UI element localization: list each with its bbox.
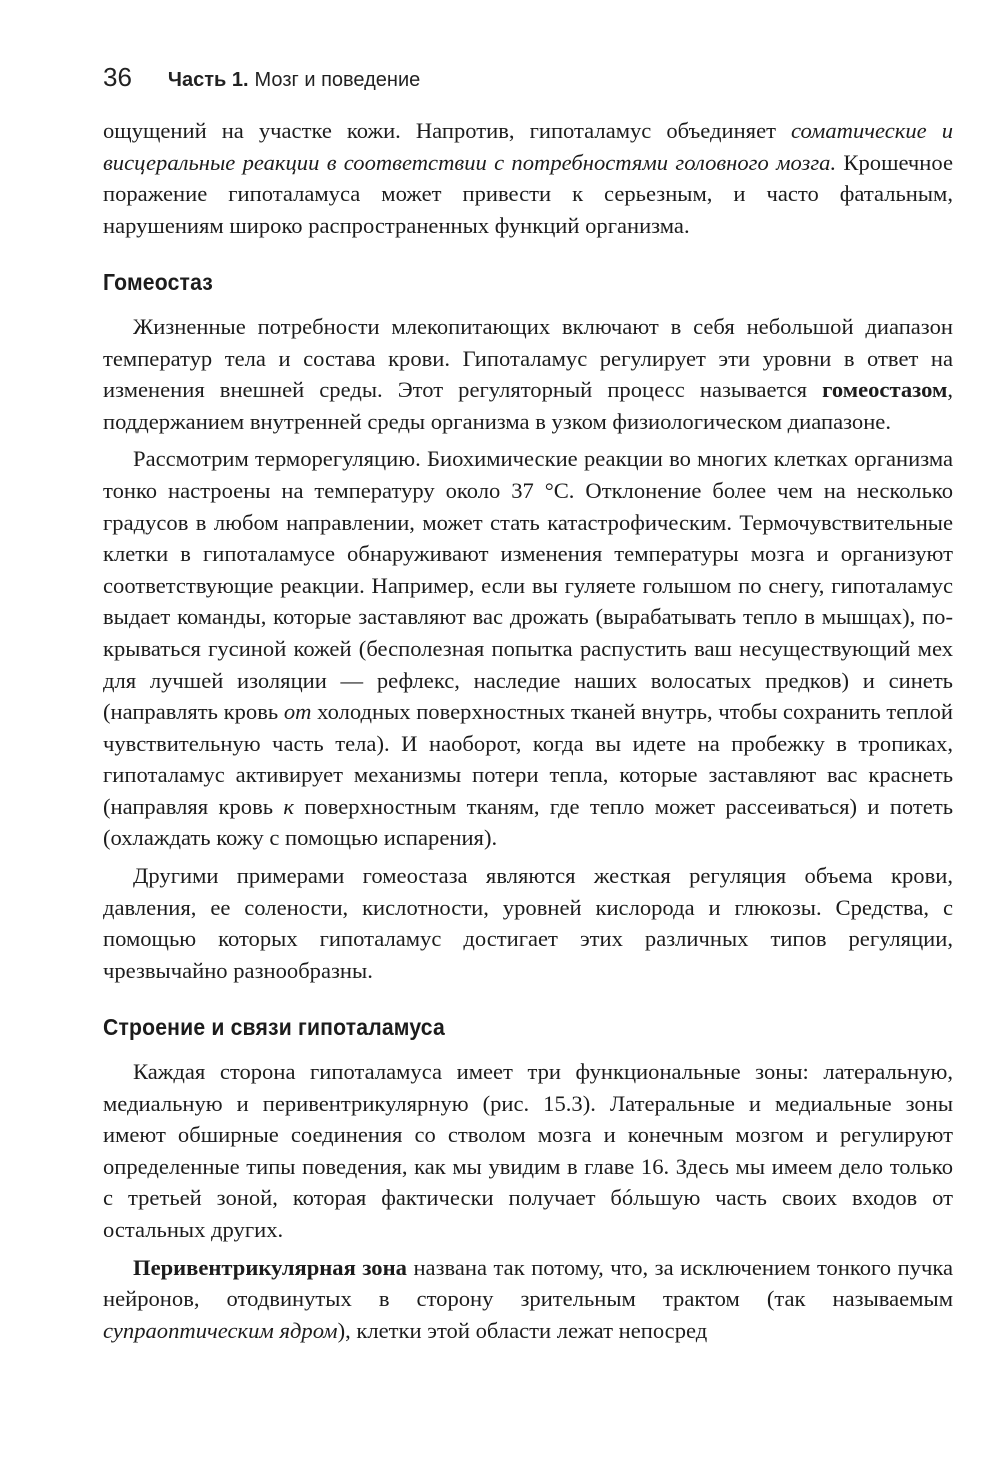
term-homeostasis: гомеостазом: [822, 377, 948, 403]
homeostasis-p2-text-3: поверхностным тканям, где тепло может рассеиваться) и потеть (охлаждать кожу с помощью испарения).: [103, 793, 954, 851]
homeostasis-paragraph-1: [103, 311, 953, 437]
emphasis-to: к: [283, 793, 294, 819]
structure-p1-accent: ó: [621, 1185, 634, 1211]
structure-p2-text-2: ), клетки этой области лежат непосред: [337, 1317, 708, 1343]
structure-paragraph-2: [103, 1252, 953, 1347]
structure-p1-text-2: льшую часть своих входов от остальных других.: [103, 1185, 954, 1242]
structure-p2-text-1: названа так потому, что, за исключением тонкого пучка нейронов, отодвинутых в сторону зрительным трактом (так называемым: [103, 1254, 953, 1312]
page-number: 36: [103, 62, 132, 92]
intro-paragraph: [103, 115, 953, 241]
homeostasis-paragraph-2: [103, 443, 953, 854]
emphasis-from: от: [283, 699, 312, 725]
homeostasis-p2-text-1: Рассмотрим терморегуляцию. Биохимические реакции во многих клетках организма тонко настроены на температуру около 37 °С. Отклонение более чем на несколько градусов в любом направлении, может стать катастрофическим. Термочувствительные клетки в гипоталамусе обнаруживают изменения температуры мозга и организуют соответствующие реакции. Например, если вы гуляете голышом по снегу, гипоталамус выдает команды, которые заставляют вас дрожать (вырабатывать тепло в мышцах), покрываться гусиной кожей (бесполезная попытка распустить ваш несуществующий мех для лучшей изоляции — рефлекс, наследие наших волосатых предков) и синеть (направлять кровь: [103, 446, 953, 725]
part-label: Часть 1.: [167, 69, 249, 91]
structure-paragraph-1: [103, 1056, 953, 1246]
homeostasis-p1-text-1: Жизненные потребности млекопитающих включают в себя небольшой диапазон температур тела и состава крови. Гипоталамус регулирует эти уровни в ответ на изменения внешней среды. Этот регуляторный процесс называется: [103, 313, 953, 403]
homeostasis-p2-text-2: холодных поверхностных тканей внутрь, чтобы сохранить теплой чувствительную часть тела). И наоборот, когда вы идете на пробежку в тропиках, гипоталамус активирует механизмы потери тепла, которые заставляют вас краснеть (направляя кровь: [103, 699, 953, 819]
part-title: Мозг и поведение: [254, 69, 421, 91]
heading-structure: Строение и связи гипоталамуса: [103, 1014, 445, 1041]
intro-text-1: ощущений на участке кожи. Напротив, гипоталамус объединяет: [103, 118, 792, 143]
body-text: [103, 115, 953, 1346]
intro-text-2: Крошечное поражение гипоталамуса может привести к серьезным, и часто фатальным, нарушениям широко распространенных функций организма.: [103, 149, 953, 238]
heading-homeostasis: Гомеостаз: [103, 269, 213, 296]
intro-emphasis: соматические и висцеральные реакции в соответствии с потребностями головного мозга.: [103, 118, 953, 175]
emphasis-supraoptic-nucleus: супраоптическим ядром: [103, 1317, 338, 1343]
structure-p1-text-1: Каждая сторона гипоталамуса имеет три функциональные зоны: латеральную, медиальную и перивентрикулярную (рис. 15.3). Латеральные и медиальные зоны имеют обширные соединения со стволом мозга и конечным мозгом и регулируют определенные типы поведения, как мы увидим в главе 16. Здесь мы имеем дело только с третьей зоной, которая фактически получает б: [103, 1059, 953, 1211]
homeostasis-paragraph-3: Другими примерами гомеостаза являются жесткая регуляция объема крови, давления, ее солености, кислотности, уровней кислорода и глюкозы. Средства, с помощью которых гипоталамус достигает этих различных типов регуляции, чрезвычайно разнообразны.: [103, 863, 953, 983]
homeostasis-p1-text-2: , поддержанием внутренней среды организма в узком физиологическом диапазоне.: [103, 377, 953, 434]
term-periventricular-zone: Перивентрикулярная зона: [133, 1254, 407, 1280]
running-head: [103, 62, 953, 98]
